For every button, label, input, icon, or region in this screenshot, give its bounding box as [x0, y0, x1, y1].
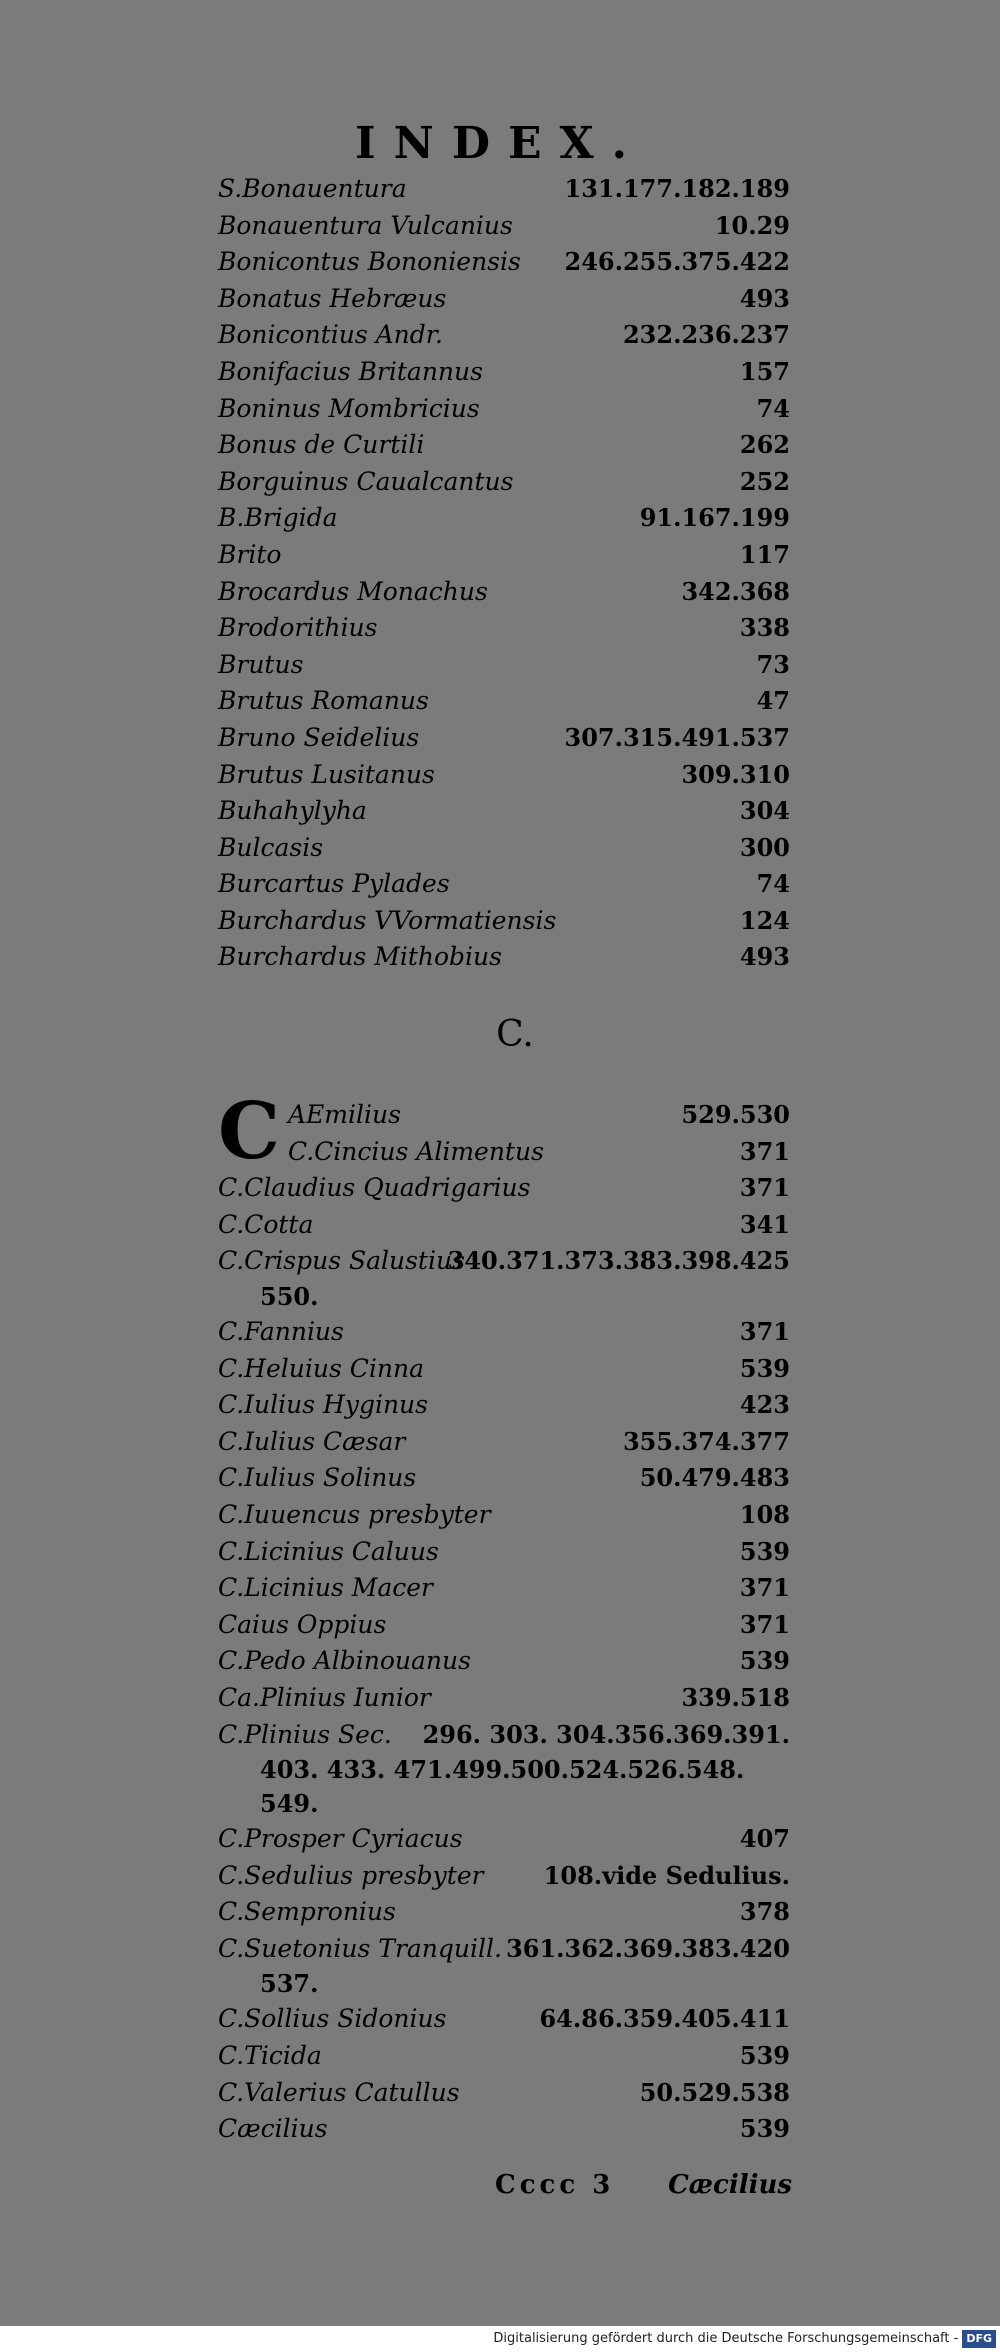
entry-pages: 338 — [739, 613, 790, 643]
entry-pages: 131.177.182.189 — [564, 174, 790, 203]
entry-pages: 342.368 — [681, 576, 790, 606]
index-entry — [218, 683, 790, 720]
entry-name: S.Bonauentura — [218, 174, 407, 203]
index-entry — [218, 1534, 790, 1571]
entry-pages: 355.374.377 — [622, 1426, 790, 1456]
index-entry — [218, 500, 790, 537]
entry-name: C.Licinius Caluus — [218, 1536, 439, 1566]
entry-name: C.Prosper Cyriacus — [218, 1824, 463, 1854]
entry-name: Bonicontius Andr. — [218, 320, 443, 350]
entry-pages: 47 — [756, 686, 790, 716]
index-entry — [218, 391, 790, 428]
index-entry — [218, 1894, 790, 1931]
index-entry — [218, 1170, 790, 1207]
index-entry — [218, 537, 790, 574]
entry-name: Bonus de Curtili — [218, 430, 425, 460]
entry-pages: 232.236.237 — [622, 320, 790, 350]
entry-pages: 340.371.373.383.398.425 — [447, 1246, 790, 1276]
entry-pages: 361.362.369.383.420 — [506, 1933, 790, 1963]
entry-name: C.Valerius Catullus — [218, 2077, 460, 2107]
entry-name: C.Crispus Salustius — [218, 1246, 465, 1276]
entry-name: Bonatus Hebræus — [218, 283, 447, 313]
index-entry — [218, 171, 790, 208]
index-entry — [218, 1967, 790, 2001]
index-entry — [218, 574, 790, 611]
entry-name: Bonifacius Britannus — [218, 356, 483, 386]
entry-name: Bulcasis — [218, 832, 324, 862]
entry-name: Ca.Plinius Iunior — [218, 1682, 431, 1712]
entry-pages: 50.529.538 — [639, 2077, 790, 2107]
entry-name: C.Iulius Solinus — [218, 1463, 417, 1493]
entry-pages: 64.86.359.405.411 — [539, 2004, 790, 2034]
index-entry — [218, 1243, 790, 1280]
entry-pages: 108.vide Sedulius. — [543, 1860, 790, 1890]
index-entry — [218, 281, 790, 318]
entry-name: B.Brigida — [218, 503, 338, 533]
entry-pages: 117 — [739, 539, 790, 569]
entry-pages: 91.167.199 — [639, 503, 790, 533]
entry-name: 549. — [260, 1789, 319, 1819]
index-entry — [218, 830, 790, 867]
entry-name: 403. 433. 471.499.500.524.526.548. — [260, 1755, 745, 1785]
section-heading-c: C. — [496, 1014, 534, 1055]
index-entry — [218, 757, 790, 794]
index-entry — [218, 2038, 790, 2075]
entry-pages: 539 — [739, 2041, 790, 2071]
entry-pages: 371 — [739, 1173, 790, 1203]
index-entry — [218, 1314, 790, 1351]
entry-name: Boninus Mombricius — [218, 393, 480, 423]
index-entry — [218, 793, 790, 830]
entry-pages: 371 — [739, 1573, 790, 1603]
entry-name: Bonicontus Bononiensis — [218, 247, 521, 277]
entry-pages: 262 — [739, 430, 790, 460]
entry-name: C.Iuuencus presbyter — [218, 1499, 491, 1529]
entry-name: C.Fannius — [218, 1316, 344, 1346]
digitization-credit — [0, 2326, 1000, 2352]
entry-name: Brutus — [218, 649, 304, 679]
index-entry — [218, 1134, 790, 1171]
entry-name: Borguinus Caualcantus — [218, 466, 514, 496]
entry-name: C.Pedo Albinouanus — [218, 1646, 471, 1676]
index-entry — [218, 1570, 790, 1607]
entry-pages: 378 — [739, 1897, 790, 1927]
entry-name: Caius Oppius — [218, 1609, 387, 1639]
signature-mark: Cccc 3 — [495, 2170, 615, 2200]
entry-pages: 529.530 — [681, 1100, 790, 1129]
index-entry — [218, 720, 790, 757]
entry-pages: 74 — [756, 393, 790, 423]
entry-name: C.Sollius Sidonius — [218, 2004, 447, 2034]
entry-name: C.Sempronius — [218, 1897, 396, 1927]
index-entry — [218, 208, 790, 245]
entry-name: C.Sedulius presbyter — [218, 1860, 484, 1890]
entry-pages: 371 — [739, 1609, 790, 1639]
entry-pages: 246.255.375.422 — [564, 247, 790, 277]
entry-pages: 539 — [739, 1353, 790, 1383]
entry-name: C.Claudius Quadrigarius — [218, 1173, 531, 1203]
entry-pages: 493 — [739, 283, 790, 313]
entry-pages: 50.479.483 — [639, 1463, 790, 1493]
entry-pages: 73 — [756, 649, 790, 679]
entry-name: Bruno Seidelius — [218, 722, 420, 752]
index-entry — [218, 1387, 790, 1424]
entry-name: AEmilius — [288, 1100, 401, 1129]
index-entry — [218, 1424, 790, 1461]
index-entry — [218, 1097, 790, 1134]
entry-name: Brito — [218, 539, 282, 569]
entry-pages: 407 — [739, 1824, 790, 1854]
entry-pages: 539 — [739, 1536, 790, 1566]
entry-name: C.Ticida — [218, 2041, 322, 2071]
entry-pages: 341 — [739, 1209, 790, 1239]
index-entry — [218, 866, 790, 903]
index-entry — [218, 1717, 790, 1754]
index-entry — [218, 610, 790, 647]
index-list-c — [218, 1097, 790, 2148]
index-entry — [218, 244, 790, 281]
index-entry — [218, 427, 790, 464]
entry-pages: 339.518 — [681, 1682, 790, 1712]
index-entry — [218, 1787, 790, 1821]
entry-name: C.Cincius Alimentus — [288, 1136, 544, 1166]
entry-name: 537. — [260, 1969, 319, 1999]
index-entry — [218, 647, 790, 684]
page-title: INDEX. — [355, 118, 645, 169]
entry-pages: 124 — [739, 905, 790, 935]
entry-name: C.Suetonius Tranquill. — [218, 1933, 502, 1963]
index-entry — [218, 1680, 790, 1717]
entry-name: C.Licinius Macer — [218, 1573, 434, 1603]
index-entry — [218, 1207, 790, 1244]
entry-pages: 300 — [739, 832, 790, 862]
index-entry — [218, 317, 790, 354]
page-footer — [0, 2170, 1000, 2210]
entry-name: C.Cotta — [218, 1209, 314, 1239]
index-entry — [218, 1497, 790, 1534]
entry-pages: 157 — [739, 356, 790, 386]
entry-name: Brocardus Monachus — [218, 576, 488, 606]
entry-name: Cæcilius — [218, 2114, 328, 2144]
index-entry — [218, 939, 790, 976]
index-list-b — [218, 171, 790, 976]
index-entry — [218, 1643, 790, 1680]
entry-pages: 10.29 — [714, 210, 790, 240]
entry-name: Bonauentura Vulcanius — [218, 210, 513, 240]
index-entry — [218, 1460, 790, 1497]
index-entry — [218, 1351, 790, 1388]
entry-pages: 74 — [756, 869, 790, 899]
entry-pages: 371 — [739, 1316, 790, 1346]
index-entry — [218, 2111, 790, 2148]
entry-name: Burchardus VVormatiensis — [218, 905, 557, 935]
index-entry — [218, 1821, 790, 1858]
entry-pages: 307.315.491.537 — [564, 722, 790, 752]
entry-name: Burchardus Mithobius — [218, 942, 502, 972]
entry-pages: 108 — [739, 1499, 790, 1529]
dfg-logo: DFG — [962, 2330, 996, 2348]
catchword: Cæcilius — [668, 2170, 792, 2200]
index-entry — [218, 1931, 790, 1968]
entry-name: C.Iulius Hyginus — [218, 1390, 428, 1420]
entry-name: Burcartus Pylades — [218, 869, 450, 899]
entry-pages: 304 — [739, 796, 790, 826]
entry-pages: 423 — [739, 1390, 790, 1420]
entry-name: C.Heluius Cinna — [218, 1353, 424, 1383]
entry-name: C.Iulius Cæsar — [218, 1426, 406, 1456]
entry-name: Brutus Romanus — [218, 686, 429, 716]
entry-name: Brodorithius — [218, 613, 378, 643]
index-entry — [218, 1607, 790, 1644]
index-entry — [218, 354, 790, 391]
index-entry — [218, 2001, 790, 2038]
entry-pages: 371 — [739, 1136, 790, 1166]
index-entry — [218, 903, 790, 940]
entry-name: Buhahylyha — [218, 796, 367, 826]
index-entry — [218, 464, 790, 501]
entry-pages: 493 — [739, 942, 790, 972]
index-entry — [218, 2075, 790, 2112]
entry-pages: 539 — [739, 1646, 790, 1676]
entry-pages: 252 — [739, 466, 790, 496]
entry-name: 550. — [260, 1281, 319, 1311]
drop-cap: C — [218, 1086, 281, 1177]
entry-name: Brutus Lusitanus — [218, 759, 435, 789]
entry-pages: 309.310 — [681, 759, 790, 789]
entry-pages: 539 — [739, 2114, 790, 2144]
entry-pages: 296. 303. 304.356.369.391. — [422, 1719, 790, 1749]
entry-name: C.Plinius Sec. — [218, 1719, 392, 1749]
index-entry — [218, 1753, 790, 1787]
index-entry — [218, 1280, 790, 1314]
credit-text: Digitalisierung gefördert durch die Deutsche Forschungsgemeinschaft - — [493, 2331, 959, 2346]
index-entry — [218, 1858, 790, 1895]
